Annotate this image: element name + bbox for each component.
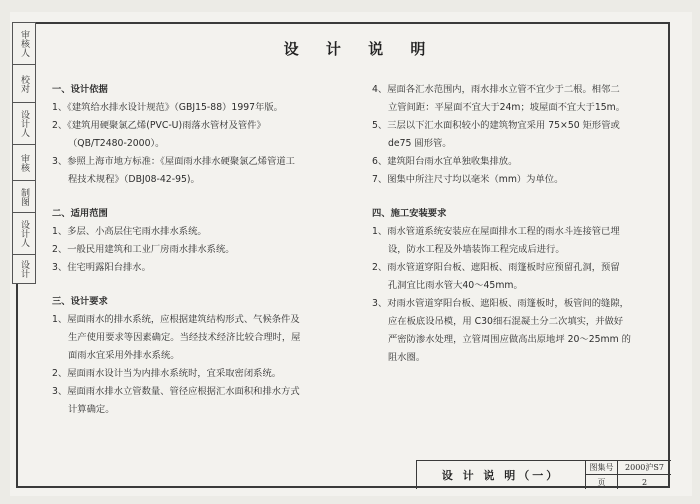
page-title: 设 计 说 明	[283, 40, 437, 58]
section-heading: 三、设计要求	[52, 296, 108, 307]
list-item: 设，防水工程及外墙装饰工程完成后进行。	[388, 244, 565, 255]
binding-strip	[12, 22, 36, 284]
right-column	[372, 81, 658, 367]
list-item: 1、多层、小高层住宅雨水排水系统。	[52, 226, 207, 237]
strip-cell: 审核人	[13, 23, 35, 65]
list-item: 7、图集中所注尺寸均以毫米（mm）为单位。	[372, 174, 564, 185]
list-item: 4、屋面各汇水范围内，雨水排水立管不宜少于二根。相邻二	[372, 84, 620, 95]
list-item: 阻水圈。	[388, 352, 426, 363]
list-item: 程技术规程》（DBJ08-42-95)。	[68, 174, 200, 185]
list-item: 5、三层以下汇水面积较小的建筑物宜采用 75×50 矩形管或	[372, 120, 620, 131]
strip-cell: 设计人	[13, 103, 35, 145]
section-heading: 四、施工安装要求	[372, 208, 447, 219]
strip-cell: 校对	[13, 65, 35, 103]
list-item: 面雨水宜采用外排水系统。	[68, 350, 180, 361]
list-item: 计算确定。	[68, 404, 115, 415]
list-item: 3、参照上海市地方标准：《屋面雨水排水硬聚氯乙烯管道工	[52, 156, 295, 167]
list-item: 3、对雨水管道穿阳台板、遮阳板、雨篷板时，板管间的缝隙，	[372, 298, 629, 309]
list-item: 2、《建筑用硬聚氯乙烯(PVC-U)雨落水管材及管件》	[52, 120, 266, 131]
strip-cell: 审核	[13, 145, 35, 181]
list-item: 立管间距：平屋面不宜大于24m；坡屋面不宜大于15m。	[388, 102, 626, 113]
atlas-number-value: 2000沪S7	[617, 461, 671, 475]
list-item: 孔洞宜比雨水管大40～45mm。	[388, 280, 523, 291]
atlas-number-label: 图集号	[585, 461, 617, 475]
title-block-name: 设 计 说 明（一）	[441, 469, 561, 482]
list-item: 1、《建筑给水排水设计规范》（GBJ15-88）1997年版。	[52, 102, 283, 113]
list-item: 3、屋面雨水排水立管数量、管径应根据汇水面积和排水方式	[52, 386, 300, 397]
page-number-value: 2	[617, 475, 671, 489]
strip-cell: 设计	[19, 260, 29, 278]
list-item: 生产使用要求等因素确定。当经技术经济比较合理时，屋	[68, 332, 301, 343]
page-label: 页	[585, 475, 617, 489]
list-item: 6、建筑阳台雨水宜单独收集排放。	[372, 156, 518, 167]
list-item: 3、住宅明露阳台排水。	[52, 262, 151, 273]
list-item: 2、雨水管道穿阳台板、遮阳板、雨篷板时应预留孔洞，预留	[372, 262, 620, 273]
list-item: 1、屋面雨水的排水系统，应根据建筑结构形式、气候条件及	[52, 314, 300, 325]
list-item: de75 圆形管。	[388, 138, 452, 149]
title-block	[416, 460, 671, 489]
list-item: 严密防渗水处理，立管周围应做高出原地坪 20～25mm 的	[388, 334, 631, 345]
list-item: 1、雨水管道系统安装应在屋面排水工程的雨水斗连接管已埋	[372, 226, 620, 237]
list-item: 2、一般民用建筑和工业厂房雨水排水系统。	[52, 244, 235, 255]
left-column	[52, 81, 352, 419]
list-item: （QB/T2480-2000）。	[68, 138, 165, 149]
list-item: 应在板底设吊模，用 C30细石混凝土分二次填实，并做好	[388, 316, 624, 327]
list-item: 2、屋面雨水设计当为内排水系统时，宜采取密闭系统。	[52, 368, 282, 379]
section-heading: 一、设计依据	[52, 84, 108, 95]
strip-cell: 设计人	[13, 213, 35, 255]
strip-cell: 制图	[13, 181, 35, 213]
section-heading: 二、适用范围	[52, 208, 108, 219]
